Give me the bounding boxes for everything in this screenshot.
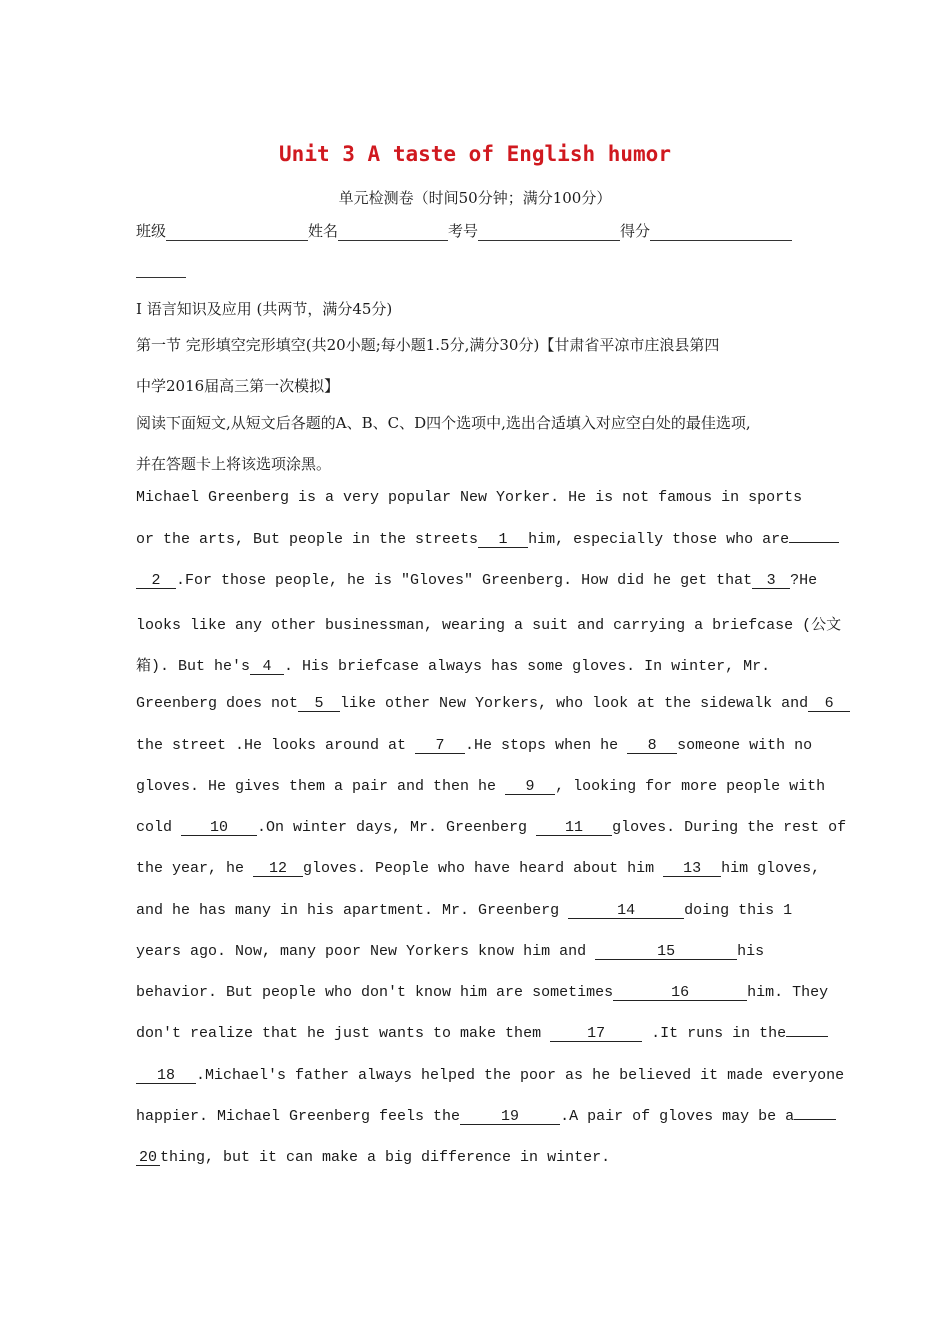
- blank-1: 1: [478, 532, 528, 548]
- document-title: Unit 3 A taste of English humor: [279, 142, 671, 166]
- instruction-line1: 阅读下面短文,从短文后各题的A、B、C、D四个选项中,选出合适填入对应空白处的最佳选项,: [136, 414, 751, 432]
- student-info-line: [136, 220, 792, 241]
- number-blank: [478, 224, 620, 241]
- passage-line: happier. Michael Greenberg feels the 19 .A pair of gloves may be a: [136, 1108, 836, 1125]
- blank-20: 20: [136, 1150, 160, 1166]
- class-label: 班级: [136, 222, 167, 240]
- passage-line: Greenberg does not 5 like other New Yorkers, who look at the sidewalk and 6: [136, 695, 850, 712]
- blank-2: 2: [136, 573, 176, 589]
- passage-line: behavior. But people who don't know him are sometimes 16 him. They: [136, 984, 829, 1001]
- passage-line: the street .He looks around at 7 .He stops when he 8 someone with no: [136, 737, 813, 754]
- score-label: 得分: [620, 222, 651, 240]
- blank-19: 19: [460, 1109, 560, 1125]
- passage-line: 20 thing, but it can make a big difference in winter.: [136, 1149, 610, 1166]
- exam-subtitle: 单元检测卷（时间50分钟；满分100分）: [338, 189, 612, 207]
- instruction-line2: 并在答题卡上将该选项涂黑。: [136, 455, 332, 473]
- passage-line: looks like any other businessman, wearing a suit and carrying a briefcase (公文: [136, 617, 842, 634]
- blank-3: 3: [752, 573, 790, 589]
- passage-line: Michael Greenberg is a very popular New Yorker. He is not famous in sports: [136, 489, 803, 506]
- blank-6: 6: [808, 696, 850, 712]
- section-heading-line2: 中学2016届高三第一次模拟】: [136, 377, 340, 395]
- score-blank-continuation: [136, 277, 186, 278]
- passage-line: years ago. Now, many poor New Yorkers know him and 15 his: [136, 943, 765, 960]
- passage-line: gloves. He gives them a pair and then he 9 , looking for more people with: [136, 778, 826, 795]
- blank-5: 5: [298, 696, 340, 712]
- section-heading-line1: 第一节 完形填空完形填空(共20小题;每小题1.5分,满分30分)【甘肃省平凉市庄浪县第四: [136, 336, 720, 354]
- passage-line: and he has many in his apartment. Mr. Greenberg 14 doing this 1: [136, 902, 793, 919]
- blank-14: 14: [568, 903, 684, 919]
- blank-13: 13: [663, 861, 721, 877]
- class-blank: [166, 224, 308, 241]
- blank-15: 15: [595, 944, 737, 960]
- blank-20-start: [794, 1119, 836, 1120]
- name-label: 姓名: [308, 222, 339, 240]
- part-heading: I 语言知识及应用 (共两节，满分45分): [136, 300, 393, 318]
- blank-12: 12: [253, 861, 303, 877]
- passage-line: 18 .Michael's father always helped the poor as he believed it made everyone: [136, 1067, 844, 1084]
- number-label: 考号: [448, 222, 479, 240]
- passage-line: the year, he 12 gloves. People who have heard about him 13 him gloves,: [136, 860, 821, 877]
- blank-2-start: [789, 542, 839, 543]
- blank-16: 16: [613, 985, 747, 1001]
- passage-line: or the arts, But people in the streets 1 him, especially those who are: [136, 531, 839, 548]
- blank-9: 9: [505, 779, 555, 795]
- score-blank: [650, 224, 792, 241]
- blank-8: 8: [627, 738, 677, 754]
- blank-11: 11: [536, 820, 612, 836]
- passage-line: 箱). But he's 4 . His briefcase always has some gloves. In winter, Mr.: [136, 658, 771, 675]
- blank-17: 17: [550, 1026, 642, 1042]
- blank-4: 4: [250, 659, 284, 675]
- blank-10: 10: [181, 820, 257, 836]
- blank-18-start: [786, 1036, 828, 1037]
- passage-line: don't realize that he just wants to make them 17 .It runs in the: [136, 1025, 828, 1042]
- passage-line: 2 .For those people, he is "Gloves" Greenberg. How did he get that 3 ?He: [136, 572, 817, 589]
- passage-line: cold 10 .On winter days, Mr. Greenberg 11 gloves. During the rest of: [136, 819, 847, 836]
- name-blank: [338, 224, 448, 241]
- blank-7: 7: [415, 738, 465, 754]
- blank-18: 18: [136, 1068, 196, 1084]
